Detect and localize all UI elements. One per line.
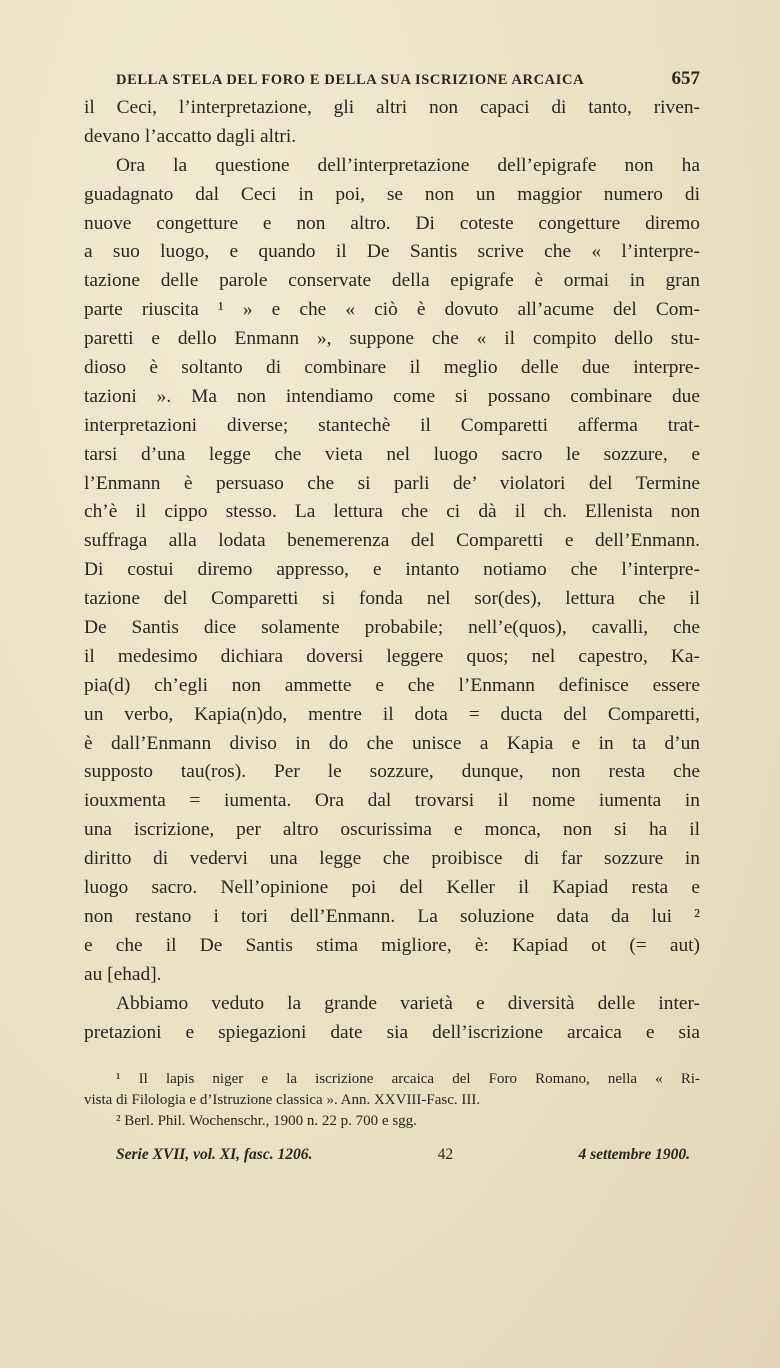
text-line: l’Enmann è persuaso che si parli de’ violatori del Termine — [84, 472, 700, 494]
footnote-line: ² Berl. Phil. Wochenschr., 1900 n. 22 p. 700 e sgg. — [116, 1113, 417, 1130]
footnote-line: vista di Filologia e d’Istruzione classica ». Ann. XXVIII-Fasc. III. — [84, 1092, 481, 1109]
text-line: Ora la questione dell’interpretazione dell’epigrafe non ha — [116, 154, 700, 176]
page — [84, 68, 700, 1164]
text-line: guadagnato dal Ceci in poi, se non un maggior numero di — [84, 183, 700, 205]
text-line: ch’è il cippo stesso. La lettura che ci dà il ch. Ellenista non — [84, 501, 700, 523]
text-line: nuove congetture e non altro. Di coteste congetture diremo — [84, 212, 700, 234]
signature-mark: 42 — [437, 1146, 454, 1164]
text-line: a suo luogo, e quando il De Santis scrive che « l’interpre- — [84, 241, 700, 263]
text-line: dioso è soltanto di combinare il meglio delle due interpre- — [84, 357, 700, 379]
text-line: De Santis dice solamente probabile; nell’e(quos), cavalli, che — [84, 617, 700, 639]
issue-date: 4 settembre 1900. — [578, 1146, 690, 1164]
text-line: tazioni ». Ma non intendiamo come si possano combinare due — [84, 385, 700, 407]
text-line: un verbo, Kapia(n)do, mentre il dota = ducta del Comparetti, — [84, 703, 700, 725]
page-number: 657 — [671, 68, 700, 89]
running-title: DELLA STELA DEL FORO E DELLA SUA ISCRIZIONE ARCAICA — [116, 72, 585, 88]
text-line: il medesimo dichiara doversi leggere quos; nel capestro, Ka- — [84, 645, 700, 667]
running-header — [116, 68, 700, 94]
series-info: Serie XVII, vol. XI, fasc. 1206. — [116, 1146, 313, 1164]
text-line: paretti e dello Enmann », suppone che « il compito dello stu- — [84, 328, 700, 350]
text-line: tazione delle parole conservate della epigrafe è ormai in gran — [84, 270, 700, 292]
text-line: au [ehad]. — [84, 963, 162, 985]
text-line: e che il De Santis stima migliore, è: Kapiad ot (= aut) — [84, 934, 700, 956]
text-line: luogo sacro. Nell’opinione poi del Keller il Kapiad resta e — [84, 877, 700, 899]
text-line: suffraga alla lodata benemerenza del Comparetti e dell’Enmann. — [84, 530, 700, 552]
text-line: una iscrizione, per altro oscurissima e monca, non si ha il — [84, 819, 700, 841]
text-line: diritto di vedervi una legge che proibisce di far sozzure in — [84, 848, 700, 870]
text-line: pretazioni e spiegazioni date sia dell’iscrizione arcaica e sia — [84, 1021, 700, 1043]
text-line: non restano i tori dell’Enmann. La soluzione data da lui ² — [84, 905, 700, 927]
text-line: devano l’accatto dagli altri. — [84, 125, 297, 147]
text-line: il Ceci, l’interpretazione, gli altri non capaci di tanto, riven- — [84, 97, 700, 118]
page-footer — [116, 1146, 690, 1164]
footnote-line: ¹ Il lapis niger e la iscrizione arcaica del Foro Romano, nella « Ri- — [116, 1071, 700, 1088]
text-line: pia(d) ch’egli non ammette e che l’Enmann definisce essere — [84, 674, 700, 696]
text-line: parte riuscita ¹ » e che « ciò è dovuto all’acume del Com- — [84, 299, 700, 321]
text-line: tarsi d’una legge che vieta nel luogo sacro le sozzure, e — [84, 443, 700, 465]
text-line: supposto tau(ros). Per le sozzure, dunque, non resta che — [84, 761, 700, 783]
text-line: Di costui diremo appresso, e intanto notiamo che l’interpre- — [84, 559, 700, 581]
body-text — [84, 94, 700, 1047]
text-line: Abbiamo veduto la grande varietà e diversità delle inter- — [116, 992, 700, 1014]
text-line: iouxmenta = iumenta. Ora dal trovarsi il nome iumenta in — [84, 790, 700, 812]
text-line: interpretazioni diverse; stantechè il Comparetti afferma trat- — [84, 414, 700, 436]
text-line: tazione del Comparetti si fonda nel sor(des), lettura che il — [84, 588, 700, 610]
footnotes — [84, 1069, 700, 1132]
text-line: è dall’Enmann diviso in do che unisce a Kapia e in ta d’un — [84, 732, 700, 754]
